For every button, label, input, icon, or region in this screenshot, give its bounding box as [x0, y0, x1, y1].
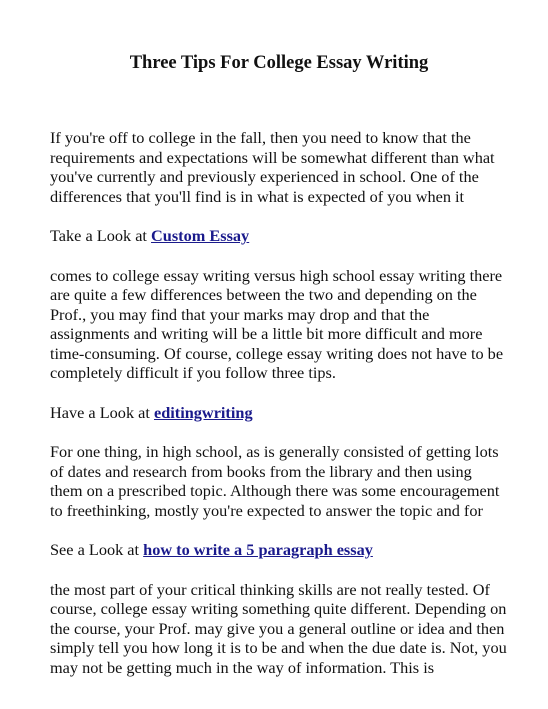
paragraph-2: comes to college essay writing versus high school essay writing there are quite a few differences between the two and depending on the Prof., you may find that your marks may drop and that the assignments and writing will be a little bit more difficult and more time-consuming. Of course, college essay writing does not have to be completely difficult if you follow three tips.: [50, 265, 504, 382]
link-line-custom-essay: [50, 226, 508, 246]
paragraph-4: the most part of your critical thinking skills are not really tested. Of course, college essay writing something quite different. Depending on the course, your Prof. may give you a general outline or idea and then simply tell you how long it is to be and when the due date is. Not, you may not be getting much in the way of information. This is: [50, 579, 507, 677]
link-line-editingwriting: [50, 403, 508, 423]
paragraph-1: If you're off to college in the fall, then you need to know that the requirements and expectations will be somewhat different than what you've currently and previously experienced in school. One of the differences that you'll find is in what is expected of you when it: [50, 128, 495, 206]
link-line-5-paragraph-essay: [50, 540, 508, 560]
link-prefix: See a Look at: [50, 540, 144, 559]
link-prefix: Have a Look at: [50, 402, 154, 422]
document-body: [50, 128, 508, 677]
link-prefix: Take a Look at: [50, 226, 152, 245]
custom-essay-link[interactable]: Custom Essay: [151, 226, 250, 245]
five-paragraph-essay-link[interactable]: how to write a 5 paragraph essay: [143, 540, 373, 559]
editingwriting-link[interactable]: editingwriting: [153, 402, 253, 422]
paragraph-3: For one thing, in high school, as is generally consisted of getting lots of dates and research from books from the library and then using them on a prescribed topic. Although there was some encouragement to freethinking, mostly you're expected to answer the topic and for: [50, 442, 500, 520]
document-title: Three Tips For College Essay Writing: [129, 53, 429, 73]
